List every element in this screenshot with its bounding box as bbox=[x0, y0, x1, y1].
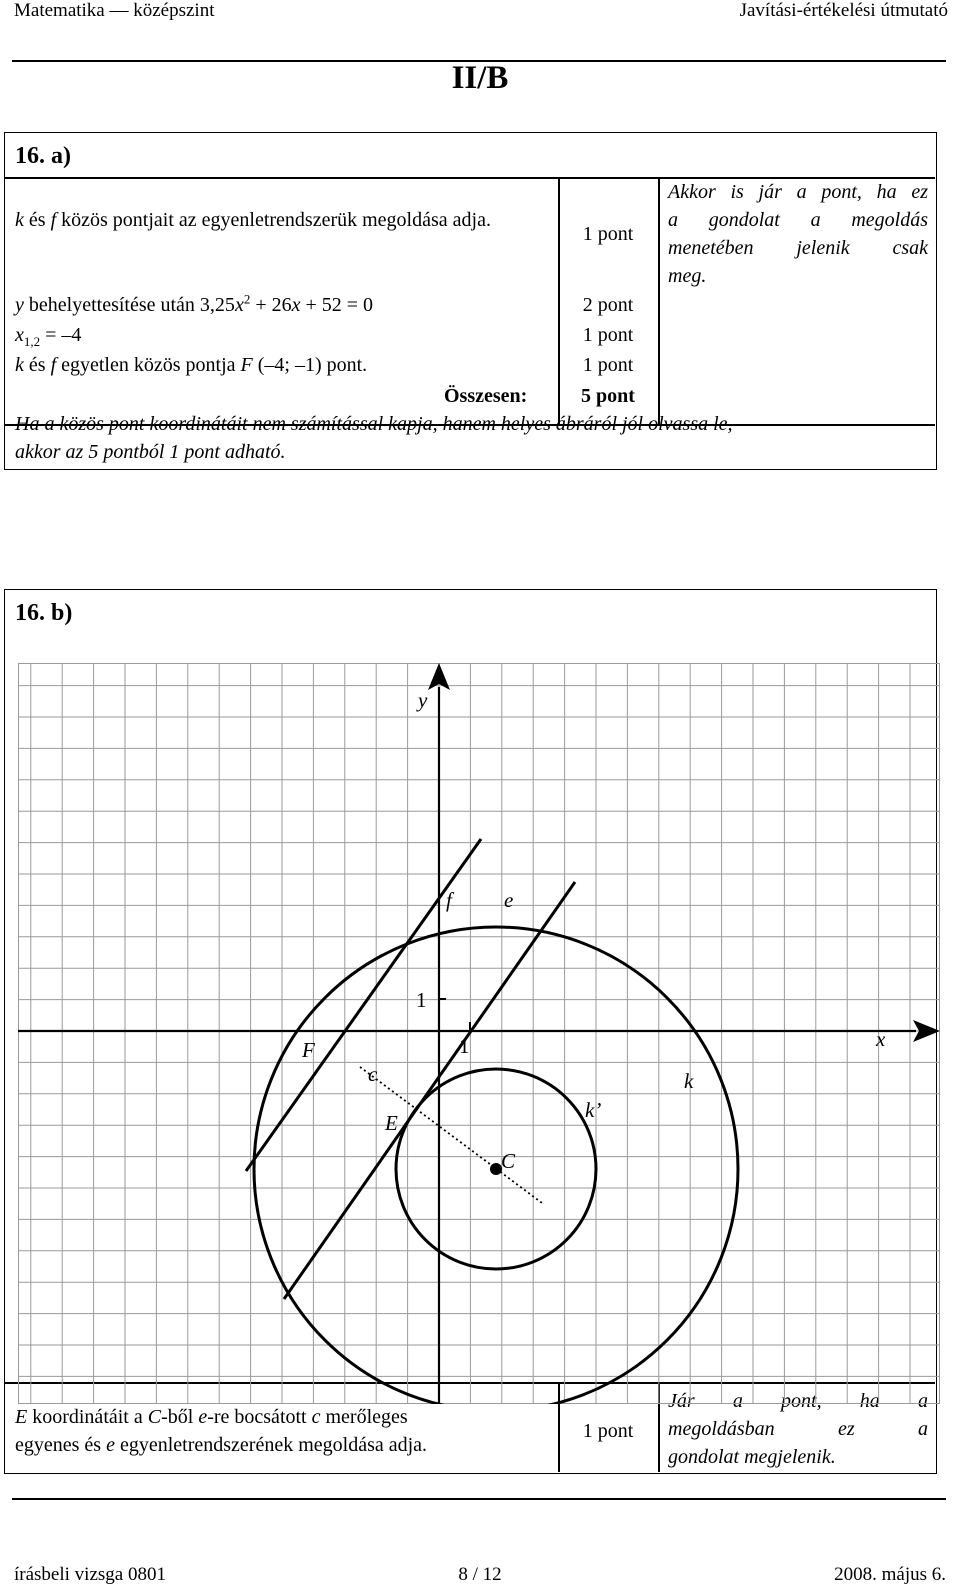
label-one-y: 1 bbox=[416, 988, 427, 1012]
remark-a-line4: meg. bbox=[668, 265, 707, 287]
remark-b-line3: gondolat megjelenik. bbox=[668, 1446, 836, 1468]
part-a-title: 16. a) bbox=[15, 143, 71, 169]
footer-page-number: 8 / 12 bbox=[458, 1564, 502, 1585]
remark-a-line2: a gondolat a megoldás bbox=[668, 209, 928, 231]
row-1-text: k és f közös pontjait az egyenletrendszerük megoldása adja. bbox=[15, 209, 491, 231]
total-points: 5 pont bbox=[581, 385, 635, 407]
total-label: Összesen: bbox=[444, 385, 528, 407]
line-c bbox=[360, 1067, 542, 1203]
footer-date: 2008. május 6. bbox=[834, 1564, 946, 1585]
note-a-line2: akkor az 5 pontból 1 pont adható. bbox=[15, 441, 286, 463]
label-f: f bbox=[446, 888, 452, 912]
remark-b-line1: Jár a pont, ha a bbox=[668, 1390, 928, 1412]
note-a-line1: Ha a közös pont koordinátáit nem számítással kapja, hanem helyes ábráról jól olvassa le, bbox=[15, 413, 733, 435]
part-a-box bbox=[4, 132, 937, 470]
label-C: C bbox=[501, 1149, 516, 1173]
label-y: y bbox=[418, 688, 428, 712]
row-3-text: $x_{1,2} = -4$ bbox=[15, 324, 82, 349]
row-2-text: y behelyettesítése után $3,25x^2 + 26x + 52 = 0$ bbox=[15, 291, 374, 316]
section-title: II/B bbox=[451, 60, 509, 96]
header-subject: Matematika — középszint bbox=[14, 0, 215, 21]
remark-a-line3: menetében jelenik csak bbox=[668, 237, 928, 259]
row-b-text-line1: E koordinátáit a C-ből e-re bocsátott c merőleges bbox=[15, 1406, 408, 1428]
label-one-x: 1 bbox=[459, 1034, 470, 1058]
label-e: e bbox=[504, 888, 514, 912]
label-c: c bbox=[368, 1062, 378, 1086]
label-F: F bbox=[302, 1038, 315, 1062]
row-2-points: 2 pont bbox=[582, 294, 634, 316]
label-k: k bbox=[684, 1069, 694, 1093]
label-x: x bbox=[876, 1027, 886, 1051]
label-E: E bbox=[385, 1111, 398, 1135]
footer-rule bbox=[12, 1498, 946, 1500]
row-4-text: k és f egyetlen közös pontja F (–4; –1) pont. bbox=[15, 354, 368, 376]
label-k-prime: k’ bbox=[585, 1098, 602, 1122]
row-b-points: 1 pont bbox=[582, 1420, 634, 1442]
part-b-title: 16. b) bbox=[15, 600, 73, 626]
coordinate-figure bbox=[18, 663, 940, 1404]
remark-a-line1: Akkor is jár a pont, ha ez bbox=[668, 181, 928, 203]
grid-lines bbox=[18, 663, 940, 1404]
footer-exam-code: írásbeli vizsga 0801 bbox=[14, 1564, 166, 1585]
row-3-points: 1 pont bbox=[582, 324, 634, 346]
row-1-points: 1 pont bbox=[582, 223, 634, 245]
line-e bbox=[284, 882, 575, 1299]
header-guide-title: Javítási-értékelési útmutató bbox=[739, 0, 948, 21]
remark-b-line2: megoldásban ez a bbox=[668, 1418, 928, 1440]
row-4-points: 1 pont bbox=[582, 354, 634, 376]
row-b-text-line2: egyenes és e egyenletrendszerének megoldása adja. bbox=[15, 1434, 428, 1456]
